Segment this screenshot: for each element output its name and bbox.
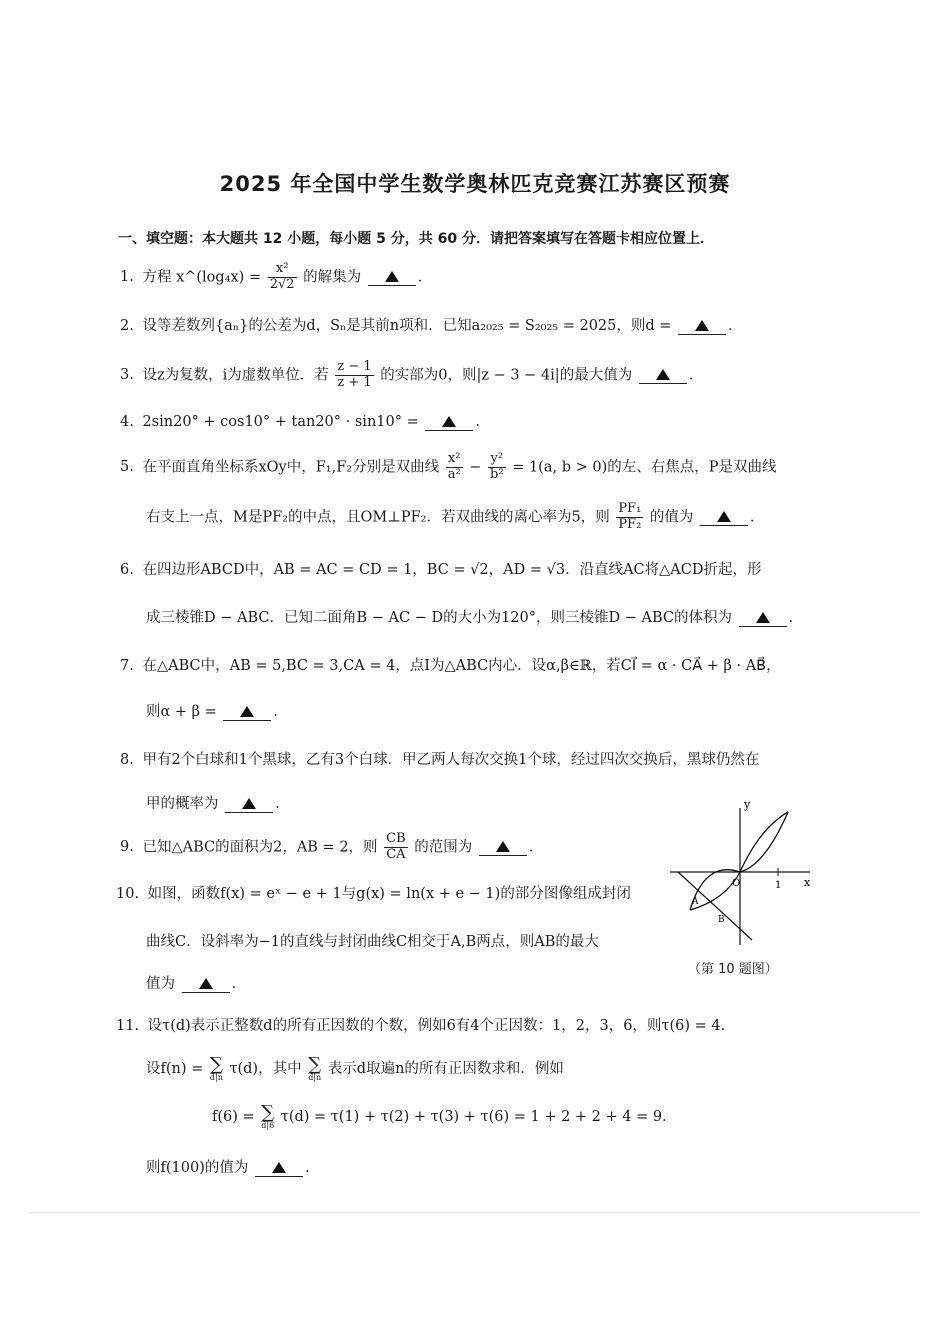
summation (210, 1056, 223, 1082)
question-text: 如图，函数f(x) = eˣ − e + 1与g(x) = ln(x + e − 1)的部分图像组成封闭 (147, 886, 631, 902)
triangle-icon (242, 798, 256, 809)
question-text: f(6) = (212, 1109, 255, 1125)
question-11-line-3 (212, 1104, 677, 1130)
question-number: 3. (120, 367, 134, 384)
question-text: 表示d取遍n的所有正因数求和．例如 (327, 1061, 564, 1077)
question-text: 设τ(d)表示正整数d的所有正因数的个数，例如6有4个正因数：1，2，3，6，则τ(6) = 4． (147, 1018, 736, 1034)
answer-blank[interactable] (255, 1161, 303, 1177)
summation-subscript: d|n (209, 1073, 223, 1082)
question-4: 4. 2sin20° + cos10° + tan20° · sin10° = ． (120, 414, 490, 430)
question-number: 11. (116, 1018, 140, 1034)
answer-blank[interactable] (739, 611, 787, 627)
fraction (616, 502, 643, 533)
question-text: 在△ABC中，AB = 5,BC = 3,CA = 4，点I为△ABC内心．设α,β∈ℝ，若CI⃗ = α · CA⃗ + β · AB⃗， (142, 658, 781, 674)
answer-blank[interactable] (425, 415, 473, 431)
question-11-line-4: 则f(100)的值为 ． (146, 1160, 320, 1176)
triangle-icon (240, 706, 254, 717)
minus-sign: − (469, 459, 482, 476)
summation-subscript: d|n (308, 1073, 322, 1082)
question-text: 2sin20° + cos10° + tan20° · sin10° = (142, 414, 419, 430)
question-number: 4. (120, 414, 134, 430)
curve-g (690, 812, 788, 910)
fraction (384, 832, 408, 863)
question-text: 的值为 (649, 509, 694, 526)
triangle-icon (442, 416, 456, 427)
equation: x^(log₄x) = (176, 269, 266, 286)
fraction-denominator: CA (386, 846, 406, 862)
question-text: 设f(n) = (146, 1061, 204, 1077)
fraction-denominator: b² (490, 466, 504, 482)
figure-caption: （第 10 题图） (688, 962, 778, 977)
question-text: 的范围为 (414, 839, 473, 856)
fraction-numerator: y² (488, 452, 506, 468)
fraction (488, 452, 506, 483)
question-text: 在四边形ABCD中，AB = AC = CD = 1，BC = √2，AD = √3．沿直线AC将△ACD折起，形 (142, 562, 762, 578)
question-number: 6. (120, 562, 134, 578)
question-number: 1. (120, 269, 134, 286)
label-y: y (744, 800, 751, 811)
question-10-line-1 (116, 886, 631, 903)
answer-blank[interactable] (479, 840, 527, 856)
section-heading: 一、填空题：本大题共 12 小题，每小题 5 分，共 60 分．请把答案填写在答题卡相应位置上． (118, 231, 714, 247)
sigma-icon: ∑ (261, 1102, 275, 1123)
sigma-icon: ∑ (308, 1054, 322, 1075)
question-7-line-1 (120, 658, 781, 675)
question-11-line-1 (116, 1018, 735, 1035)
answer-blank[interactable] (223, 705, 271, 721)
label-origin: O (732, 878, 741, 889)
question-text: τ(d)，其中 (229, 1061, 302, 1077)
summation-subscript: d|6 (261, 1121, 275, 1130)
question-10-figure (670, 800, 830, 950)
question-text: 设等差数列{aₙ}的公差为d，Sₙ是其前n项和．已知a₂₀₂₅ = S₂₀₂₅ = 2025，则d = (142, 318, 672, 334)
answer-blank[interactable] (700, 510, 748, 526)
question-text: τ(d) = τ(1) + τ(2) + τ(3) + τ(6) = 1 + 2 + 2 + 4 = 9． (280, 1109, 677, 1125)
answer-blank[interactable] (225, 797, 273, 813)
fraction (268, 262, 297, 293)
fraction-numerator: PF₁ (618, 501, 642, 516)
question-7-line-2: 则α + β = ． (146, 704, 288, 720)
label-b: B (718, 915, 725, 925)
question-10-line-2 (146, 934, 599, 951)
question-6-line-2: 成三棱锥D − ABC．已知二面角B − AC − D的大小为120°，则三棱锥D − ABC的体积为 ． (146, 610, 804, 626)
fraction-denominator: z + 1 (337, 374, 372, 390)
question-text: 方程 (142, 269, 172, 286)
question-text: 已知△ABC的面积为2，AB = 2，则 (142, 839, 378, 856)
page-divider (30, 1212, 920, 1213)
triangle-icon (385, 271, 399, 282)
question-text: 值为 (146, 976, 175, 992)
question-5-line-2: 右支上一点，M是PF₂的中点，且OM⊥PF₂．若双曲线的离心率为5，则 $\frac{\text{PF₁}}{\text{PF₂}}$ 的值为 ． (146, 501, 765, 532)
sigma-icon: ∑ (209, 1054, 223, 1075)
triangle-icon (199, 978, 213, 989)
triangle-icon (717, 511, 731, 522)
fraction (335, 360, 373, 391)
triangle-icon (272, 1162, 286, 1173)
secant-line (678, 872, 752, 940)
question-number: 2. (120, 318, 134, 334)
triangle-icon (756, 612, 770, 623)
question-text: 成三棱锥D − ABC．已知二面角B − AC − D的大小为120°，则三棱锥D − ABC的体积为 (146, 610, 732, 626)
question-text: 的解集为 (303, 269, 362, 286)
question-text: 在平面直角坐标系xOy中，F₁,F₂分别是双曲线 (142, 459, 440, 476)
question-number: 10. (116, 886, 140, 902)
answer-blank[interactable] (678, 319, 726, 335)
label-x: x (804, 876, 811, 889)
question-text: 则f(100)的值为 (146, 1160, 249, 1176)
summation (308, 1056, 321, 1082)
page-title: 2025 年全国中学生数学奥林匹克竞赛江苏赛区预赛 (219, 172, 731, 196)
triangle-icon (695, 320, 709, 331)
question-11-line-2 (146, 1056, 564, 1082)
question-number: 9. (120, 839, 134, 856)
fraction-numerator: x² (268, 262, 297, 278)
curve-f (690, 812, 788, 910)
question-number: 7. (120, 658, 134, 674)
answer-blank[interactable] (182, 977, 230, 993)
fraction (446, 452, 463, 483)
question-text: 甲有2个白球和1个黑球，乙有3个白球．甲乙两人每次交换1个球，经过四次交换后，黑球仍然在 (142, 752, 760, 768)
question-number: 5. (120, 459, 134, 476)
question-text: 设z为复数，i为虚数单位．若 (142, 367, 329, 384)
label-a: A (692, 897, 699, 907)
fraction-denominator: 2√2 (269, 276, 295, 292)
question-text: 右支上一点，M是PF₂的中点，且OM⊥PF₂．若双曲线的离心率为5，则 (146, 509, 610, 526)
fraction-numerator: CB (386, 831, 406, 846)
fraction-numerator: z − 1 (337, 359, 372, 374)
question-8-line-1 (120, 752, 759, 769)
answer-blank[interactable] (368, 270, 416, 286)
triangle-icon (656, 369, 670, 380)
triangle-icon (496, 841, 510, 852)
label-one: 1 (775, 880, 782, 891)
question-text: 的实部为0，则|z − 3 − 4i|的最大值为 (380, 367, 633, 384)
question-8-line-2: 甲的概率为 ． (146, 796, 290, 812)
answer-blank[interactable] (639, 368, 687, 384)
fraction-denominator: a² (447, 466, 461, 482)
question-5-line-1 (120, 452, 776, 483)
fraction-numerator: x² (446, 452, 463, 468)
question-1: 1. 方程 x^(log₄x) = $\frac{\text{x²}}{2√2}$ 的解集为 ． (120, 261, 433, 292)
question-3: 3. 设z为复数，i为虚数单位．若 $\frac{z - 1}{z + 1}$ 的实部为0，则|z − 3 − 4i|的最大值为 ． (120, 359, 704, 390)
question-text: 曲线C．设斜率为−1的直线与封闭曲线C相交于A,B两点，则AB的最大 (146, 934, 599, 950)
question-text: = 1(a, b > 0)的左、右焦点，P是双曲线 (512, 459, 777, 476)
question-2: 2. 设等差数列{aₙ}的公差为d，Sₙ是其前n项和．已知a₂₀₂₅ = S₂₀₂₅ = 2025，则d = ． (120, 318, 743, 334)
question-6-line-1 (120, 562, 762, 579)
question-9: 9. 已知△ABC的面积为2，AB = 2，则 $\frac{CB}{CA}$ 的范围为 ． (120, 831, 544, 862)
question-number: 8. (120, 752, 134, 768)
question-10-line-3: 值为 ． (146, 976, 247, 992)
fraction-denominator: PF₂ (618, 516, 642, 532)
question-text: 则α + β = (146, 704, 217, 720)
summation (261, 1104, 274, 1130)
question-text: 甲的概率为 (146, 796, 219, 812)
